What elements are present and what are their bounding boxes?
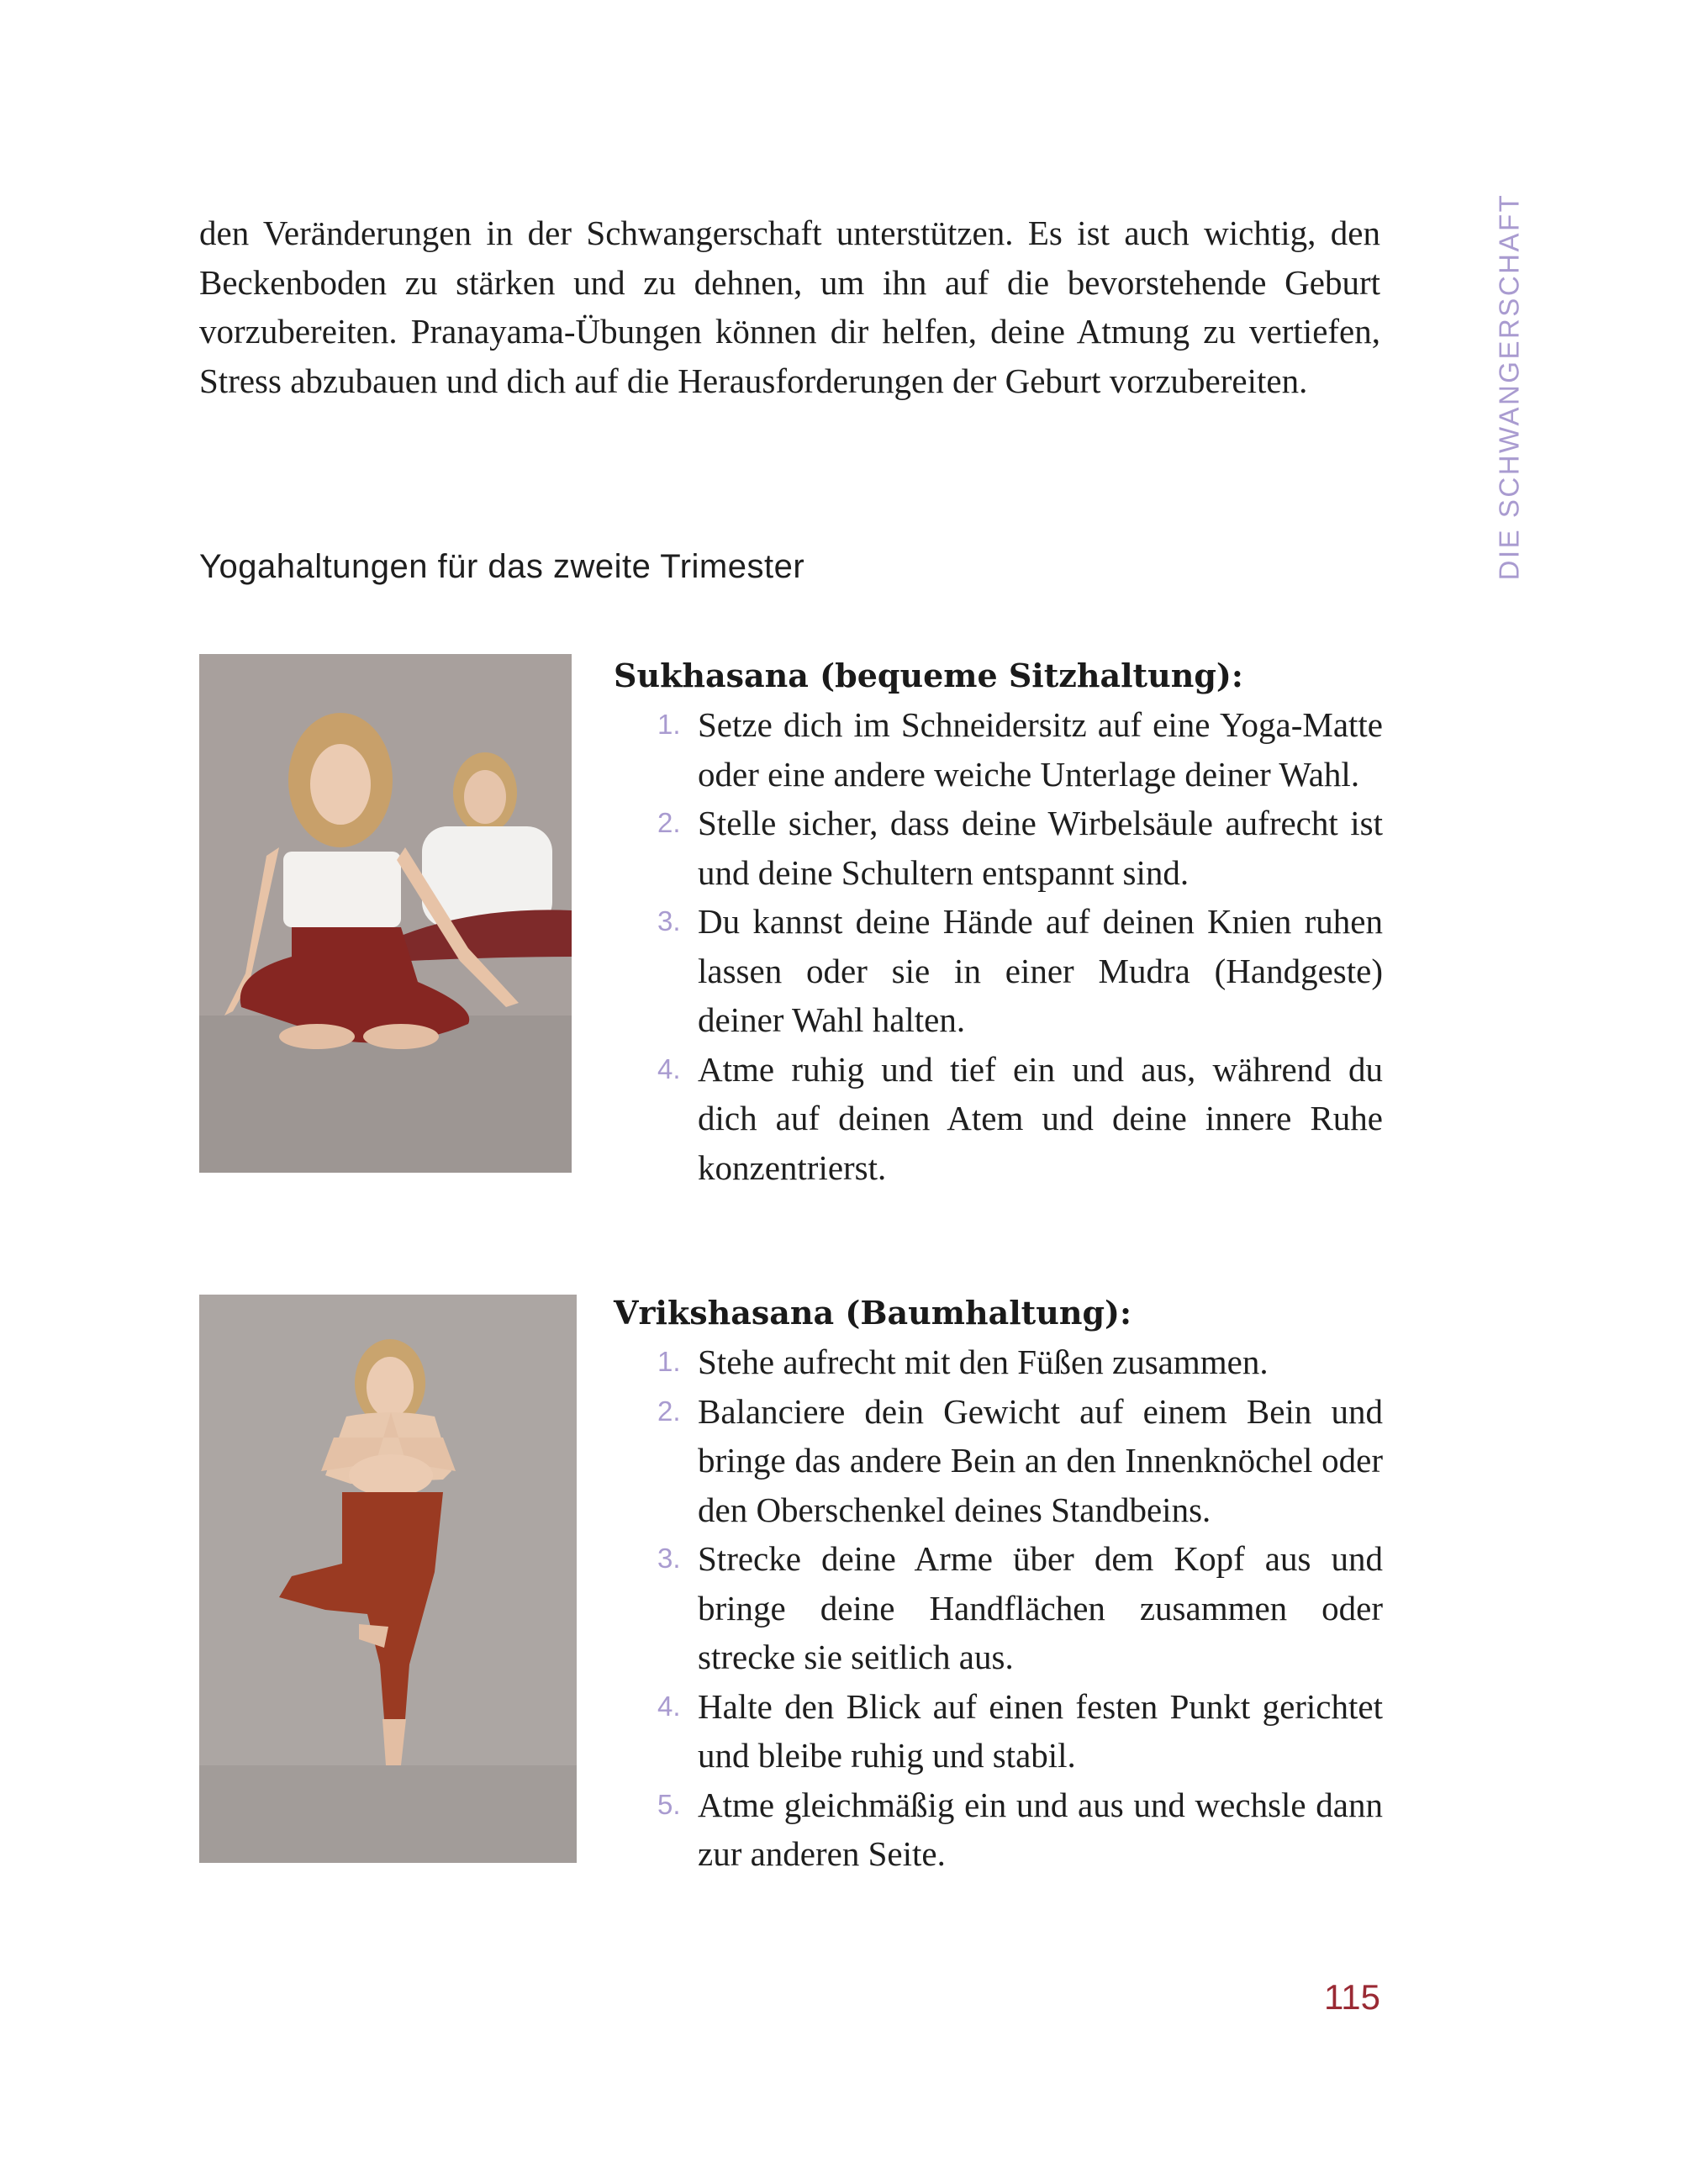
step-number: 2. bbox=[657, 1395, 681, 1427]
vrikshasana-photo-illustration bbox=[199, 1295, 577, 1863]
step-text: Balanciere dein Gewicht auf einem Bein und bringe das andere Bein an den Innenknöchel oder den Oberschenkel deines Standbeins. bbox=[698, 1391, 1383, 1529]
steps-list bbox=[614, 700, 1383, 1192]
step-number: 3. bbox=[657, 905, 681, 936]
step-number: 4. bbox=[657, 1690, 681, 1722]
pose-title: Vrikshasana (Baumhaltung): bbox=[614, 1294, 1132, 1332]
pose-title: Sukhasana (bequeme Sitzhaltung): bbox=[614, 657, 1243, 694]
sukhasana-photo bbox=[199, 654, 572, 1173]
step-number: 2. bbox=[657, 807, 681, 838]
pose-vrikshasana bbox=[614, 1289, 1383, 1879]
step-number: 3. bbox=[657, 1543, 681, 1574]
chapter-side-label bbox=[1490, 193, 1528, 581]
chapter-side-label-text: DIE SCHWANGERSCHAFT bbox=[1493, 193, 1525, 581]
step-item bbox=[614, 700, 1383, 799]
step-text: Stelle sicher, dass deine Wirbelsäule aufrecht ist und deine Schultern entspannt sind. bbox=[698, 804, 1383, 892]
step-number: 1. bbox=[657, 1346, 681, 1377]
step-item bbox=[614, 1387, 1383, 1535]
step-item bbox=[614, 1780, 1383, 1879]
section-title: Yogahaltungen für das zweite Trimester bbox=[199, 548, 805, 585]
pose-sukhasana bbox=[614, 652, 1383, 1192]
sukhasana-photo-illustration bbox=[199, 654, 572, 1173]
step-item bbox=[614, 897, 1383, 1045]
step-text: Strecke deine Arme über dem Kopf aus und bringe deine Handflächen zusammen oder strecke sie seitlich aus. bbox=[698, 1539, 1383, 1676]
intro-paragraph: den Veränderungen in der Schwangerschaft unterstützen. Es ist auch wichtig, den Beckenboden zu stärken und zu dehnen, um ihn auf die bevorstehende Geburt vorzubereiten. Pranayama-Übungen können dir helfen, deine Atmung zu vertiefen, Stress abzubauen und dich auf die Herausforderungen der Geburt vorzubereiten. bbox=[199, 214, 1380, 400]
step-text: Du kannst deine Hände auf deinen Knien ruhen lassen oder sie in einer Mudra (Handgeste) deiner Wahl halten. bbox=[698, 902, 1383, 1039]
step-text: Atme gleichmäßig ein und aus und wechsle dann zur anderen Seite. bbox=[698, 1785, 1383, 1873]
step-number: 1. bbox=[657, 709, 681, 740]
step-item bbox=[614, 799, 1383, 897]
step-text: Setze dich im Schneidersitz auf eine Yoga-Matte oder eine andere weiche Unterlage deiner Wahl. bbox=[698, 705, 1383, 794]
step-number: 5. bbox=[657, 1788, 681, 1820]
step-text: Atme ruhig und tief ein und aus, während du dich auf deinen Atem und deine innere Ruhe konzentrierst. bbox=[698, 1049, 1383, 1187]
page-number: 115 bbox=[1324, 1977, 1380, 2017]
steps-list bbox=[614, 1337, 1383, 1879]
step-text: Halte den Blick auf einen festen Punkt gerichtet und bleibe ruhig und stabil. bbox=[698, 1686, 1383, 1775]
vrikshasana-photo bbox=[199, 1295, 577, 1863]
step-item bbox=[614, 1534, 1383, 1682]
step-item bbox=[614, 1682, 1383, 1780]
step-text: Stehe aufrecht mit den Füßen zusammen. bbox=[698, 1343, 1269, 1381]
step-number: 4. bbox=[657, 1052, 681, 1084]
step-item bbox=[614, 1337, 1383, 1387]
step-item bbox=[614, 1045, 1383, 1193]
